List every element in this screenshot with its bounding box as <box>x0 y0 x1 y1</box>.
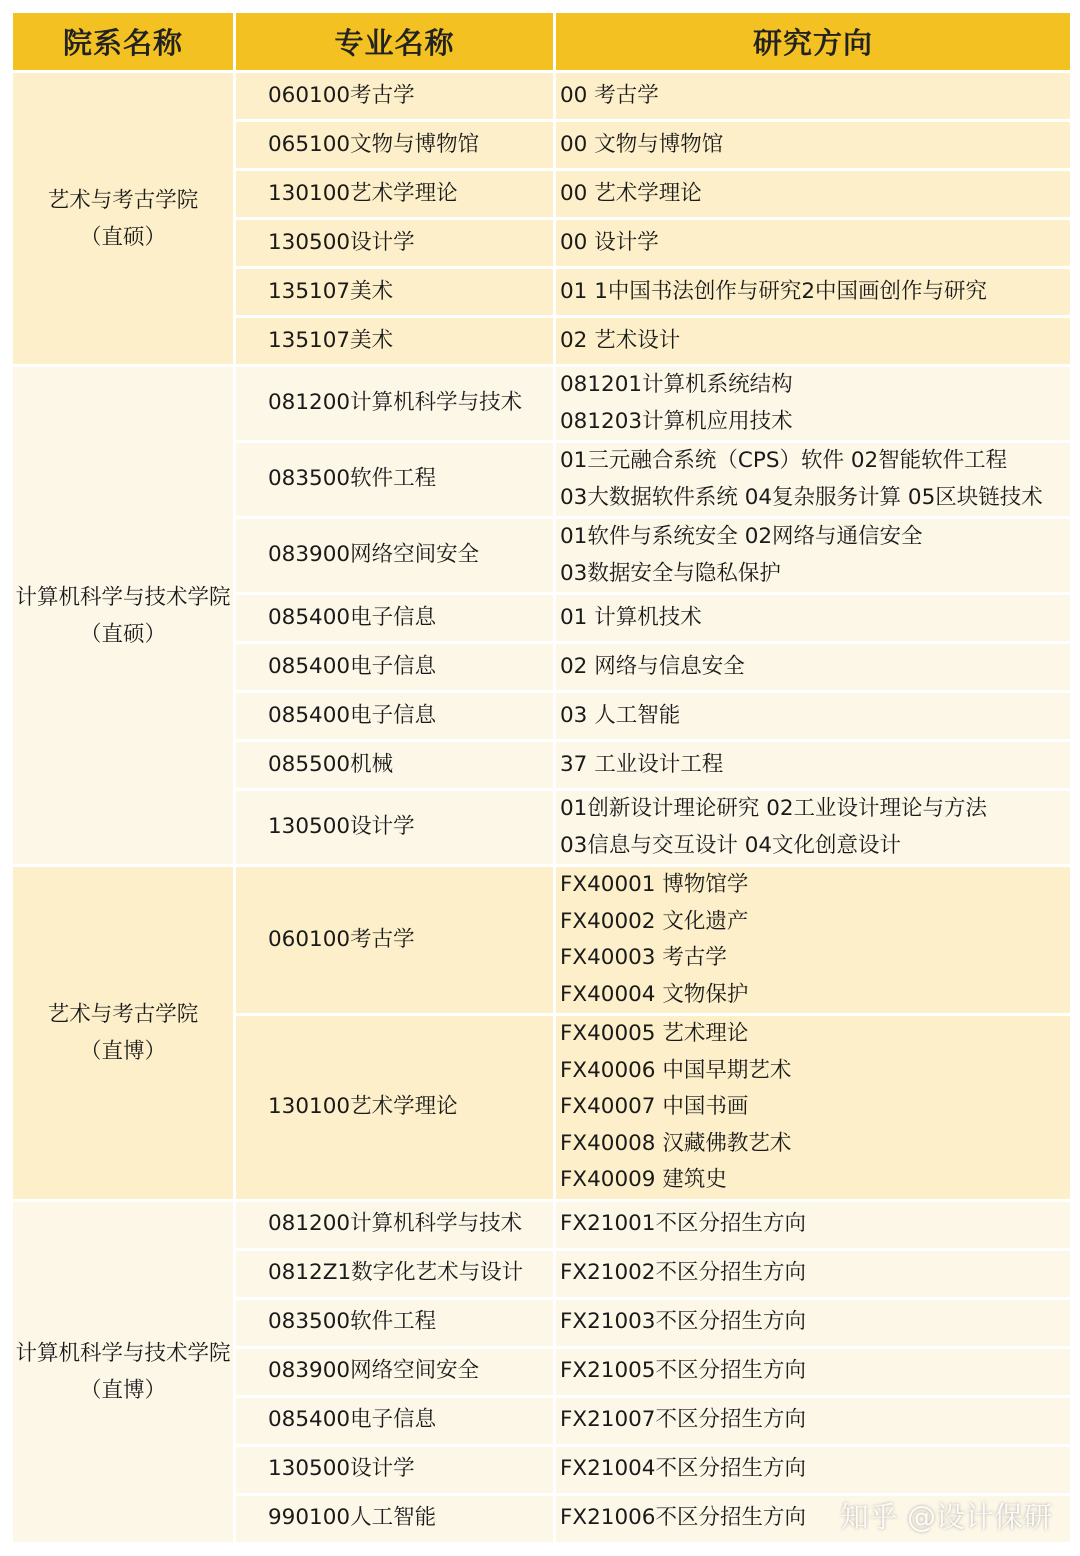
table-row <box>13 867 1070 1013</box>
table-row <box>13 367 1070 440</box>
direction-cell: 02 网络与信息安全 <box>556 644 1070 690</box>
major-cell: 135107美术 <box>236 269 553 315</box>
major-cell: 130100艺术学理论 <box>236 1016 553 1199</box>
major-cell: 0812Z1数字化艺术与设计 <box>236 1251 553 1297</box>
dept-type: （直博） <box>79 1038 166 1064</box>
dept-cell <box>13 1202 233 1542</box>
direction-line: FX40009 建筑史 <box>560 1167 727 1192</box>
direction-line: 01软件与系统安全 02网络与通信安全 <box>560 524 923 549</box>
direction-line: FX40005 艺术理论 <box>560 1021 749 1046</box>
direction-line: 03信息与交互设计 04文化创意设计 <box>560 832 902 858</box>
direction-cell: 00 艺术学理论 <box>556 171 1070 217</box>
major-cell: 085400电子信息 <box>236 644 553 690</box>
direction-line: FX40008 汉藏佛教艺术 <box>560 1130 792 1156</box>
direction-cell <box>556 367 1070 440</box>
direction-line: 01创新设计理论研究 02工业设计理论与方法 <box>560 796 988 821</box>
dept-name: 艺术与考古学院 <box>47 187 199 213</box>
major-cell: 083500软件工程 <box>236 1300 553 1346</box>
major-cell: 060100考古学 <box>236 73 553 119</box>
direction-line: 03大数据软件系统 04复杂服务计算 05区块链技术 <box>560 484 1043 510</box>
direction-line: FX40004 文物保护 <box>560 981 749 1007</box>
direction-cell: FX21002不区分招生方向 <box>556 1251 1070 1297</box>
table-row <box>13 1202 1070 1248</box>
dept-type: （直硕） <box>79 621 166 647</box>
major-cell: 130500设计学 <box>236 1447 553 1493</box>
direction-line: FX40003 考古学 <box>560 945 727 970</box>
major-cell: 130100艺术学理论 <box>236 171 553 217</box>
direction-cell: 03 人工智能 <box>556 693 1070 739</box>
major-cell: 085500机械 <box>236 742 553 788</box>
header-major: 专业名称 <box>236 13 553 70</box>
major-cell: 065100文物与博物馆 <box>236 122 553 168</box>
direction-cell: FX21006不区分招生方向 <box>556 1496 1070 1542</box>
direction-line: 01三元融合系统（CPS）软件 02智能软件工程 <box>560 448 1008 473</box>
direction-cell <box>556 791 1070 864</box>
major-cell: 081200计算机科学与技术 <box>236 367 553 440</box>
major-cell: 081200计算机科学与技术 <box>236 1202 553 1248</box>
direction-cell <box>556 443 1070 516</box>
group-cs-phd <box>13 1202 1070 1542</box>
direction-cell: 00 文物与博物馆 <box>556 122 1070 168</box>
direction-line: 03数据安全与隐私保护 <box>560 560 781 586</box>
major-cell: 083900网络空间安全 <box>236 519 553 592</box>
direction-cell: FX21001不区分招生方向 <box>556 1202 1070 1248</box>
direction-cell: FX21007不区分招生方向 <box>556 1398 1070 1444</box>
direction-cell: 00 设计学 <box>556 220 1070 266</box>
direction-cell <box>556 519 1070 592</box>
direction-line: FX40007 中国书画 <box>560 1094 749 1119</box>
watermark: 知乎 @设计保研 <box>839 1500 1052 1534</box>
dept-name: 计算机科学与技术学院 <box>15 1340 231 1366</box>
major-cell: 085400电子信息 <box>236 1398 553 1444</box>
dept-cell <box>13 367 233 864</box>
major-cell: 085400电子信息 <box>236 595 553 641</box>
header-direction: 研究方向 <box>556 13 1070 70</box>
direction-cell: 02 艺术设计 <box>556 318 1070 364</box>
major-cell: 135107美术 <box>236 318 553 364</box>
direction-cell <box>556 1016 1070 1199</box>
direction-cell <box>556 867 1070 1013</box>
dept-cell <box>13 867 233 1199</box>
dept-name: 计算机科学与技术学院 <box>15 584 231 610</box>
dept-type: （直硕） <box>79 224 166 250</box>
major-cell: 130500设计学 <box>236 220 553 266</box>
direction-line: 081203计算机应用技术 <box>560 408 793 434</box>
direction-cell: FX21004不区分招生方向 <box>556 1447 1070 1493</box>
direction-line: 081201计算机系统结构 <box>560 372 793 397</box>
major-cell: 130500设计学 <box>236 791 553 864</box>
programs-table <box>10 10 1073 1545</box>
major-cell: 083500软件工程 <box>236 443 553 516</box>
table-row <box>13 73 1070 119</box>
direction-line: FX40002 文化遗产 <box>560 908 749 934</box>
major-cell: 083900网络空间安全 <box>236 1349 553 1395</box>
group-cs-master <box>13 367 1070 864</box>
header-dept: 院系名称 <box>13 13 233 70</box>
direction-cell: 01 计算机技术 <box>556 595 1070 641</box>
direction-cell: FX21003不区分招生方向 <box>556 1300 1070 1346</box>
direction-cell: 01 1中国书法创作与研究2中国画创作与研究 <box>556 269 1070 315</box>
direction-cell: 37 工业设计工程 <box>556 742 1070 788</box>
major-cell: 060100考古学 <box>236 867 553 1013</box>
table-header-row <box>13 13 1070 70</box>
direction-cell: 00 考古学 <box>556 73 1070 119</box>
direction-cell: FX21005不区分招生方向 <box>556 1349 1070 1395</box>
direction-line: FX40006 中国早期艺术 <box>560 1057 792 1083</box>
group-arts-master <box>13 73 1070 364</box>
major-cell: 990100人工智能 <box>236 1496 553 1542</box>
dept-cell <box>13 73 233 364</box>
dept-name: 艺术与考古学院 <box>47 1001 199 1027</box>
major-cell: 085400电子信息 <box>236 693 553 739</box>
group-arts-phd <box>13 867 1070 1199</box>
direction-line: FX40001 博物馆学 <box>560 872 749 897</box>
dept-type: （直博） <box>79 1377 166 1403</box>
